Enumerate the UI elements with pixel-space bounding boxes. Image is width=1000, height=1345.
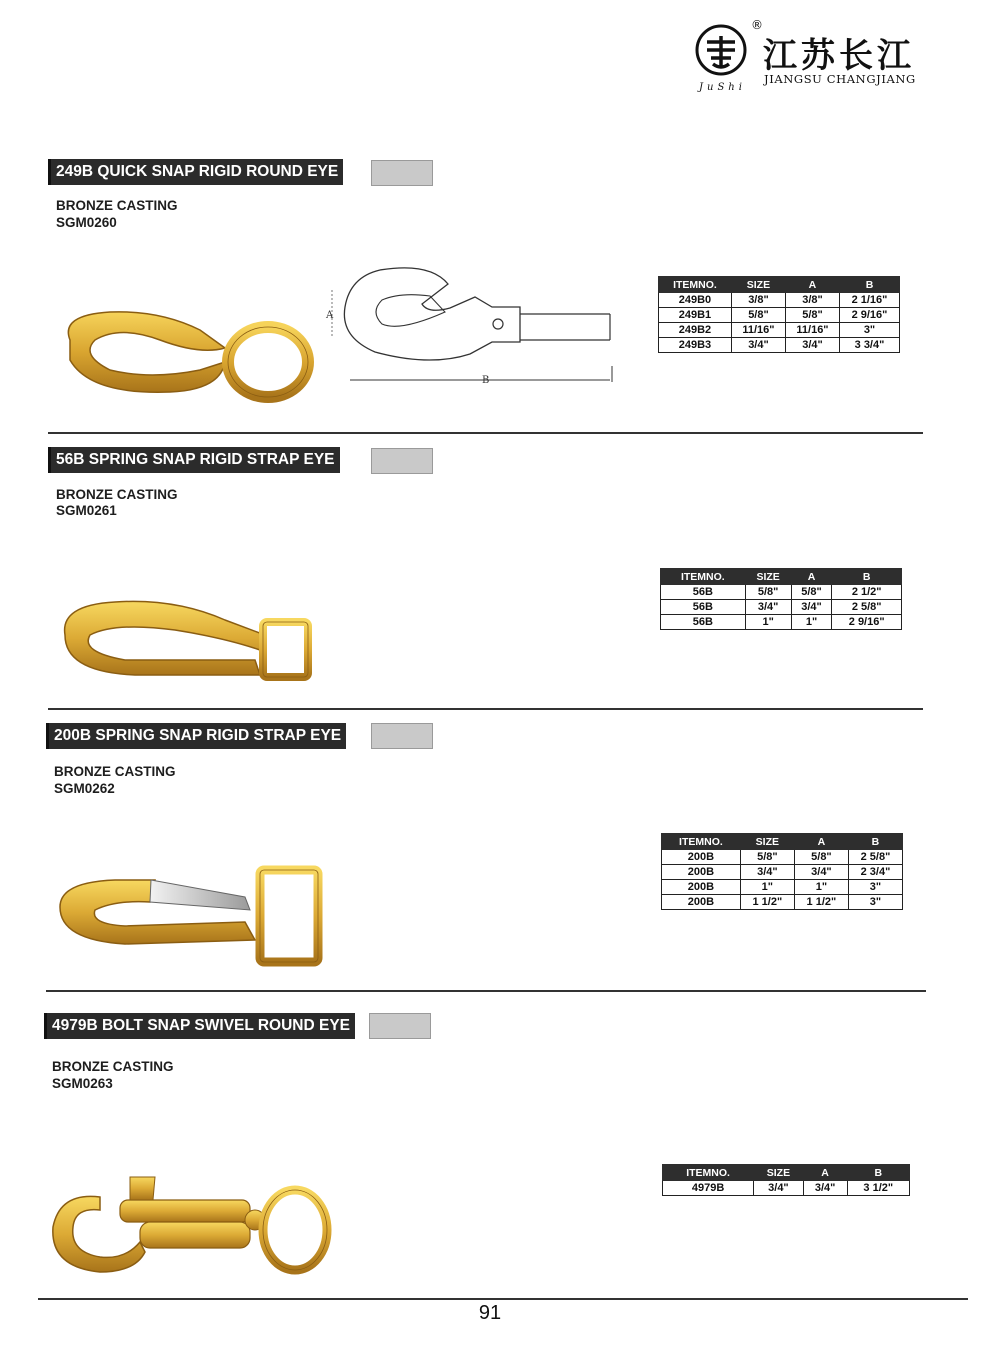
spring-snap-strap-photo xyxy=(55,862,325,970)
cell: 249B3 xyxy=(659,338,732,353)
cell: 1 1/2" xyxy=(740,895,794,910)
cell: 3/8" xyxy=(785,293,839,308)
title-swatch xyxy=(369,1013,431,1039)
cell: 5/8" xyxy=(794,850,848,865)
cell: 1" xyxy=(794,880,848,895)
table-row xyxy=(659,308,900,323)
brand-mark-text: JuShi xyxy=(699,82,746,93)
cell: 3/4" xyxy=(745,600,791,615)
cell: 2 3/4" xyxy=(848,865,902,880)
registered-mark: ® xyxy=(751,18,763,32)
col-a: A xyxy=(803,1165,847,1181)
cell: 200B xyxy=(662,865,741,880)
col-size: SIZE xyxy=(745,569,791,585)
dim-label-a: A xyxy=(326,310,334,321)
spec-table-200b xyxy=(661,833,903,910)
cell: 56B xyxy=(661,615,746,630)
cell: 3" xyxy=(848,880,902,895)
title-swatch xyxy=(371,160,433,186)
cell: 11/16" xyxy=(785,323,839,338)
cell: 200B xyxy=(662,880,741,895)
cell: 2 5/8" xyxy=(832,600,902,615)
cell: 5/8" xyxy=(745,585,791,600)
table-row xyxy=(662,895,903,910)
section-title: 249B QUICK SNAP RIGID ROUND EYE xyxy=(48,159,343,185)
cell: 3/4" xyxy=(740,865,794,880)
table-row xyxy=(662,850,903,865)
cell: 1" xyxy=(791,615,832,630)
cell: 1" xyxy=(745,615,791,630)
cell: 3/4" xyxy=(731,338,785,353)
cell: 249B1 xyxy=(659,308,732,323)
cell: 1 1/2" xyxy=(794,895,848,910)
section-title: 4979B BOLT SNAP SWIVEL ROUND EYE xyxy=(44,1013,355,1039)
section-divider xyxy=(46,990,926,992)
table-row xyxy=(659,293,900,308)
spec-table-56b xyxy=(660,568,902,630)
col-itemno: ITEMNO. xyxy=(661,569,746,585)
col-b: B xyxy=(832,569,902,585)
table-row xyxy=(659,323,900,338)
material-label: BRONZE CASTING xyxy=(52,1059,174,1074)
title-swatch xyxy=(371,723,433,749)
product-code: SGM0263 xyxy=(52,1076,113,1091)
table-row xyxy=(661,600,902,615)
col-a: A xyxy=(785,277,839,293)
product-code: SGM0260 xyxy=(56,215,117,230)
cell: 56B xyxy=(661,585,746,600)
brand-logo xyxy=(693,20,923,100)
col-b: B xyxy=(847,1165,910,1181)
col-itemno: ITEMNO. xyxy=(663,1165,754,1181)
cell: 5/8" xyxy=(785,308,839,323)
cell: 5/8" xyxy=(740,850,794,865)
dim-label-b: B xyxy=(482,375,490,386)
brand-name-en: JIANGSU CHANGJIANG xyxy=(764,72,916,86)
col-size: SIZE xyxy=(731,277,785,293)
cell: 2 9/16" xyxy=(832,615,902,630)
bolt-snap-swivel-photo xyxy=(45,1172,335,1287)
col-size: SIZE xyxy=(754,1165,804,1181)
quick-snap-photo xyxy=(50,300,315,405)
table-row xyxy=(661,615,902,630)
cell: 5/8" xyxy=(731,308,785,323)
cell: 200B xyxy=(662,850,741,865)
table-row xyxy=(661,585,902,600)
dimension-drawing xyxy=(320,262,620,387)
material-label: BRONZE CASTING xyxy=(56,487,178,502)
col-a: A xyxy=(791,569,832,585)
col-size: SIZE xyxy=(740,834,794,850)
table-header-row xyxy=(661,569,902,585)
cell: 3" xyxy=(848,895,902,910)
table-row xyxy=(662,880,903,895)
cell: 3/4" xyxy=(791,600,832,615)
footer-divider xyxy=(38,1298,968,1300)
cell: 11/16" xyxy=(731,323,785,338)
cell: 200B xyxy=(662,895,741,910)
jushi-logo-icon xyxy=(693,22,755,84)
col-b: B xyxy=(839,277,899,293)
cell: 249B2 xyxy=(659,323,732,338)
spec-table-249b xyxy=(658,276,900,353)
title-swatch xyxy=(371,448,433,474)
table-row xyxy=(659,338,900,353)
cell: 3/4" xyxy=(794,865,848,880)
col-b: B xyxy=(848,834,902,850)
cell: 56B xyxy=(661,600,746,615)
cell: 3/4" xyxy=(803,1181,847,1196)
spec-table-4979b xyxy=(662,1164,910,1196)
material-label: BRONZE CASTING xyxy=(54,764,176,779)
product-code: SGM0262 xyxy=(54,781,115,796)
table-row xyxy=(663,1181,910,1196)
cell: 1" xyxy=(740,880,794,895)
cell: 2 1/16" xyxy=(839,293,899,308)
cell: 2 9/16" xyxy=(839,308,899,323)
section-title: 56B SPRING SNAP RIGID STRAP EYE xyxy=(48,447,340,473)
cell: 5/8" xyxy=(791,585,832,600)
cell: 3/4" xyxy=(754,1181,804,1196)
cell: 3/4" xyxy=(785,338,839,353)
material-label: BRONZE CASTING xyxy=(56,198,178,213)
section-divider xyxy=(48,432,923,434)
section-title: 200B SPRING SNAP RIGID STRAP EYE xyxy=(46,723,346,749)
spring-snap-photo xyxy=(55,590,317,685)
cell: 249B0 xyxy=(659,293,732,308)
col-itemno: ITEMNO. xyxy=(659,277,732,293)
col-itemno: ITEMNO. xyxy=(662,834,741,850)
cell: 2 1/2" xyxy=(832,585,902,600)
cell: 3" xyxy=(839,323,899,338)
section-divider xyxy=(48,708,923,710)
table-header-row xyxy=(663,1165,910,1181)
cell: 4979B xyxy=(663,1181,754,1196)
cell: 3/8" xyxy=(731,293,785,308)
product-code: SGM0261 xyxy=(56,503,117,518)
page-number: 91 xyxy=(478,1302,502,1324)
col-a: A xyxy=(794,834,848,850)
brand-name-cn: 江苏长江 xyxy=(763,36,915,76)
table-row xyxy=(662,865,903,880)
cell: 3 1/2" xyxy=(847,1181,910,1196)
table-header-row xyxy=(659,277,900,293)
table-header-row xyxy=(662,834,903,850)
cell: 3 3/4" xyxy=(839,338,899,353)
cell: 2 5/8" xyxy=(848,850,902,865)
